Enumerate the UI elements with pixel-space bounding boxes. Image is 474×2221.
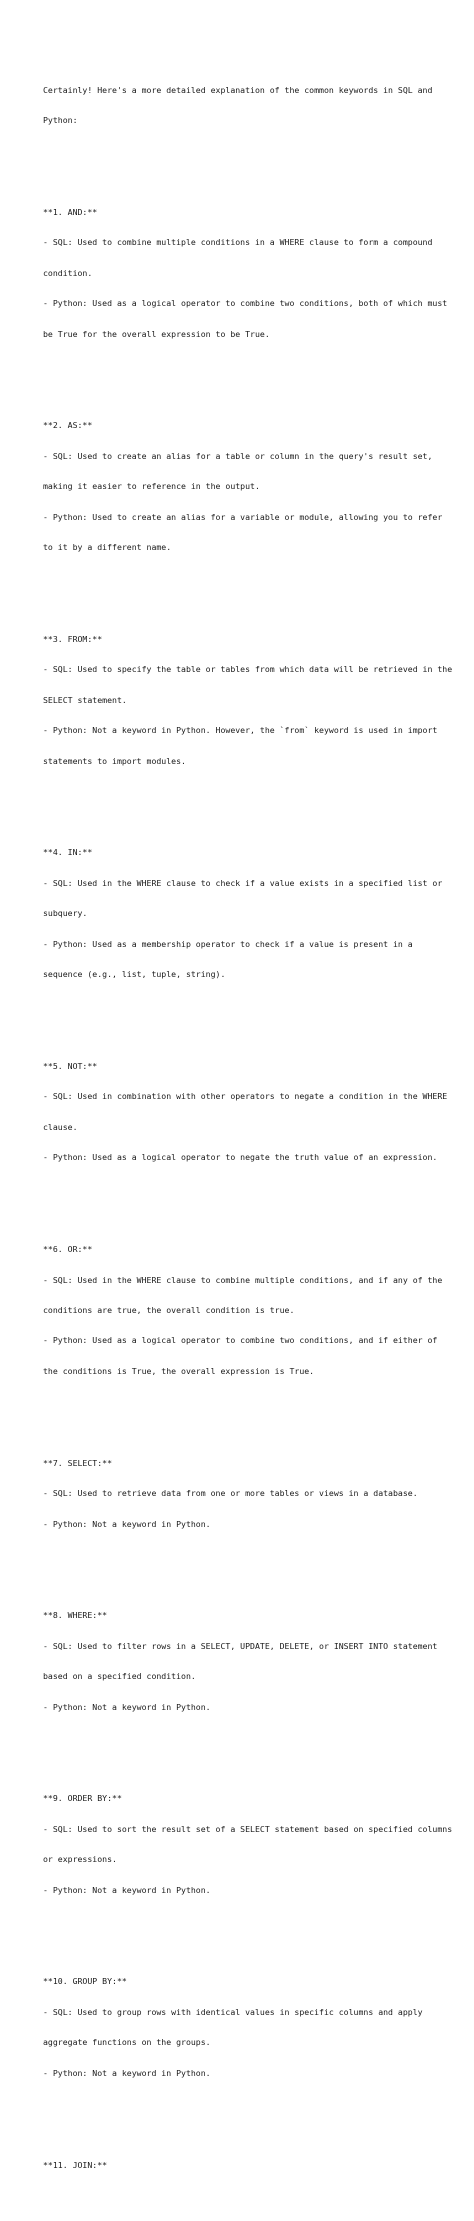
section-in [43, 827, 443, 1000]
text-line: be True for the overall expression to be True. [43, 328, 270, 339]
section-and [43, 187, 448, 360]
text-line: subquery. [43, 908, 88, 919]
text-line: - Python: Not a keyword in Python. [43, 1884, 211, 1895]
text-line: the conditions is True, the overall expression is True. [43, 1365, 315, 1376]
text-line: aggregate functions on the groups. [43, 2037, 211, 2048]
section-heading: **9. ORDER BY:** [43, 1793, 122, 1804]
text-line: Python: [43, 115, 78, 126]
text-line: based on a specified condition. [43, 1671, 196, 1682]
section-heading: **4. IN:** [43, 847, 93, 858]
section-heading: **2. AS:** [43, 420, 93, 431]
text-line: - Python: Used as a logical operator to combine two conditions, both of which must [43, 298, 448, 309]
text-line: - SQL: Used to retrieve data from one or more tables or views in a database. [43, 1488, 418, 1499]
section-as [43, 400, 443, 573]
text-line: condition. [43, 267, 93, 278]
text-line: - SQL: Used to filter rows in a SELECT, UPDATE, DELETE, or INSERT INTO statement [43, 1640, 438, 1651]
text-line: - Python: Not a keyword in Python. [43, 1701, 211, 1712]
text-line: SELECT statement. [43, 694, 127, 705]
text-line: - SQL: Used in the WHERE clause to combine multiple conditions, and if any of the [43, 1274, 443, 1285]
text-line: or expressions. [43, 1854, 117, 1865]
section-heading: **5. NOT:** [43, 1061, 98, 1071]
text-line: - SQL: Used in combination with other operators to negate a condition in the WHERE [43, 1091, 448, 1102]
text-line: - Python: Not a keyword in Python. [43, 1518, 211, 1529]
section-where [43, 1590, 443, 1732]
section-heading: **8. WHERE:** [43, 1610, 108, 1621]
section-order-by [43, 1773, 453, 1915]
text-line: conditions are true, the overall condition is true. [43, 1305, 295, 1315]
text-line: - Python: Not a keyword in Python. [43, 2067, 211, 2078]
text-line: Certainly! Here's a more detailed explanation of the common keywords in SQL and [43, 84, 433, 95]
text-line: to it by a different name. [43, 542, 172, 553]
text-line: - Python: Used to create an alias for a variable or module, allowing you to refer [43, 511, 443, 522]
text-line: making it easier to reference in the output. [43, 481, 260, 492]
text-line: clause. [43, 1121, 78, 1132]
section-heading: **6. OR:** [43, 1244, 93, 1255]
text-line: statements to import modules. [43, 755, 186, 766]
text-line: - SQL: Used to group rows with identical values in specific columns and apply [43, 2006, 423, 2017]
section-heading: **1. AND:** [43, 206, 98, 217]
text-line: - SQL: Used to sort the result set of a SELECT statement based on specified columns [43, 1823, 453, 1834]
document-body [43, 44, 453, 2221]
intro-paragraph [43, 64, 443, 145]
text-line: - Python: Used as a logical operator to negate the truth value of an expression. [43, 1152, 438, 1163]
section-from [43, 614, 453, 787]
text-line: - SQL: Used to specify the table or tables from which data will be retrieved in the [43, 664, 453, 675]
text-line: - Python: Used as a logical operator to combine two conditions, and if either of [43, 1335, 438, 1346]
section-heading: **11. JOIN:** [43, 2159, 108, 2170]
section-heading: **3. FROM:** [43, 633, 103, 644]
text-line: - SQL: Used to create an alias for a table or column in the query's result set, [43, 450, 433, 461]
section-heading: **10. GROUP BY:** [43, 1976, 127, 1987]
section-select [43, 1437, 443, 1549]
text-line: - Python: Used as a membership operator to check if a value is present in a [43, 938, 413, 949]
text-line: - Python: Not a keyword in Python. However, the `from` keyword is used in import [43, 725, 438, 736]
text-line: sequence (e.g., list, tuple, string). [43, 969, 226, 980]
section-join [43, 2139, 443, 2190]
section-or [43, 1224, 443, 1397]
text-line: - SQL: Used to combine multiple conditions in a WHERE clause to form a compound [43, 237, 433, 248]
text-line: - SQL: Used in the WHERE clause to check if a value exists in a specified list or [43, 877, 443, 888]
section-not [43, 1041, 448, 1183]
section-heading: **7. SELECT:** [43, 1457, 113, 1468]
section-group-by [43, 1956, 443, 2098]
